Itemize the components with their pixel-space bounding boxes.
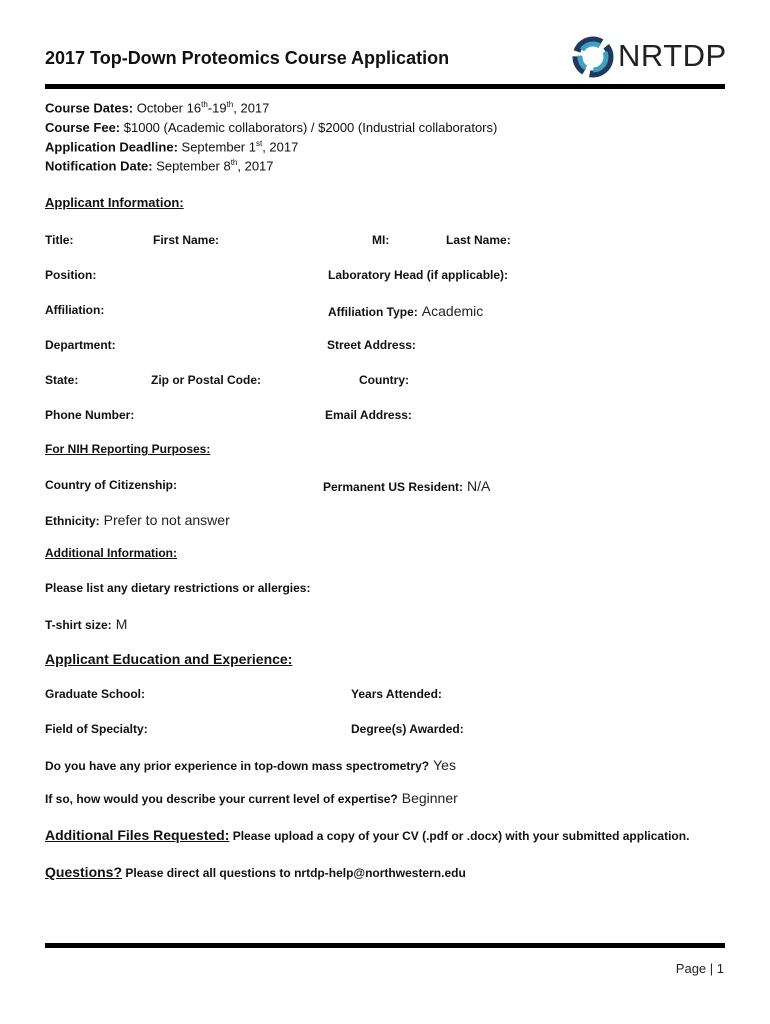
deadline-label: Application Deadline: xyxy=(45,139,178,155)
experience-value[interactable]: Yes xyxy=(433,757,456,773)
deadline-sup: st xyxy=(255,139,263,148)
course-dates-value: October 16 xyxy=(136,100,202,116)
department-field[interactable]: Department: xyxy=(45,338,116,352)
page-title: 2017 Top-Down Proteomics Course Application xyxy=(45,48,450,68)
ethnicity-value[interactable]: Prefer to not answer xyxy=(103,512,230,528)
email-field[interactable]: Email Address: xyxy=(325,408,412,422)
course-fee-label: Course Fee: xyxy=(45,120,121,135)
resident-value[interactable]: N/A xyxy=(467,478,491,494)
last-name-field[interactable]: Last Name: xyxy=(446,233,511,247)
footer-divider xyxy=(45,943,725,948)
education-heading: Applicant Education and Experience: xyxy=(45,651,293,667)
nih-heading: For NIH Reporting Purposes: xyxy=(45,442,211,456)
expertise-question: If so, how would you describe your current level of expertise? xyxy=(45,792,398,806)
affiliation-type-value[interactable]: Academic xyxy=(421,303,484,319)
notification-sup: th xyxy=(230,158,238,167)
course-dates xyxy=(45,100,269,115)
notification-value: September 8 xyxy=(156,158,231,174)
position-field[interactable]: Position: xyxy=(45,268,97,282)
course-fee-value: $1000 (Academic collaborators) / $2000 (Industrial collaborators) xyxy=(123,120,498,135)
years-attended-field[interactable]: Years Attended: xyxy=(351,687,442,701)
questions xyxy=(45,864,466,880)
files-heading: Additional Files Requested: xyxy=(45,827,230,843)
resident-label: Permanent US Resident: xyxy=(323,480,464,494)
files-requested xyxy=(45,827,689,843)
additional-info-heading: Additional Information: xyxy=(45,546,177,560)
logo-ring-icon xyxy=(570,32,616,82)
tshirt-value[interactable]: M xyxy=(115,616,128,632)
dates-sup-1: th xyxy=(201,100,208,109)
notification-date xyxy=(45,158,274,173)
expertise-value[interactable]: Beginner xyxy=(401,790,458,806)
phone-field[interactable]: Phone Number: xyxy=(45,408,135,422)
country-field[interactable]: Country: xyxy=(359,373,409,387)
nrtdp-logo xyxy=(570,30,730,86)
questions-text: Please direct all questions to nrtdp-help@northwestern.edu xyxy=(125,866,466,880)
street-address-field[interactable]: Street Address: xyxy=(327,338,416,352)
dates-mid: -19 xyxy=(207,100,227,116)
state-field[interactable]: State: xyxy=(45,373,79,387)
notification-post: , 2017 xyxy=(237,158,274,174)
experience-question: Do you have any prior experience in top-down mass spectrometry? xyxy=(45,759,430,773)
specialty-field[interactable]: Field of Specialty: xyxy=(45,722,148,736)
degrees-field[interactable]: Degree(s) Awarded: xyxy=(351,722,464,736)
tshirt-label: T-shirt size: xyxy=(45,618,112,632)
first-name-field[interactable]: First Name: xyxy=(153,233,220,247)
header-divider xyxy=(45,84,725,89)
course-fee xyxy=(45,120,497,135)
files-text: Please upload a copy of your CV (.pdf or .docx) with your submitted application. xyxy=(232,829,690,843)
affiliation-type-field[interactable] xyxy=(328,303,483,319)
experience-field[interactable] xyxy=(45,757,456,773)
applicant-info-heading: Applicant Information: xyxy=(45,195,184,210)
expertise-field[interactable] xyxy=(45,790,458,806)
lab-head-field[interactable]: Laboratory Head (if applicable): xyxy=(328,268,509,282)
grad-school-field[interactable]: Graduate School: xyxy=(45,687,146,701)
notification-label: Notification Date: xyxy=(45,158,153,174)
page-number: Page | 1 xyxy=(675,961,724,976)
mi-field[interactable]: MI: xyxy=(372,233,390,247)
questions-heading: Questions? xyxy=(45,864,123,880)
affiliation-field[interactable]: Affiliation: xyxy=(45,303,105,317)
dates-sup-2: th xyxy=(226,100,234,109)
zip-field[interactable]: Zip or Postal Code: xyxy=(151,373,262,387)
ethnicity-label: Ethnicity: xyxy=(45,514,100,528)
application-deadline xyxy=(45,139,298,154)
course-dates-label: Course Dates: xyxy=(45,100,134,116)
ethnicity-field[interactable] xyxy=(45,512,230,528)
affiliation-type-label: Affiliation Type: xyxy=(328,305,418,319)
resident-field[interactable] xyxy=(323,478,490,494)
tshirt-field[interactable] xyxy=(45,616,127,632)
deadline-value: September 1 xyxy=(181,139,256,155)
dates-post: , 2017 xyxy=(233,100,270,116)
citizenship-field[interactable]: Country of Citizenship: xyxy=(45,478,177,492)
title-field[interactable]: Title: xyxy=(45,233,74,247)
logo-text: NRTDP xyxy=(618,38,727,73)
deadline-post: , 2017 xyxy=(262,139,299,155)
dietary-field[interactable]: Please list any dietary restrictions or allergies: xyxy=(45,581,311,595)
